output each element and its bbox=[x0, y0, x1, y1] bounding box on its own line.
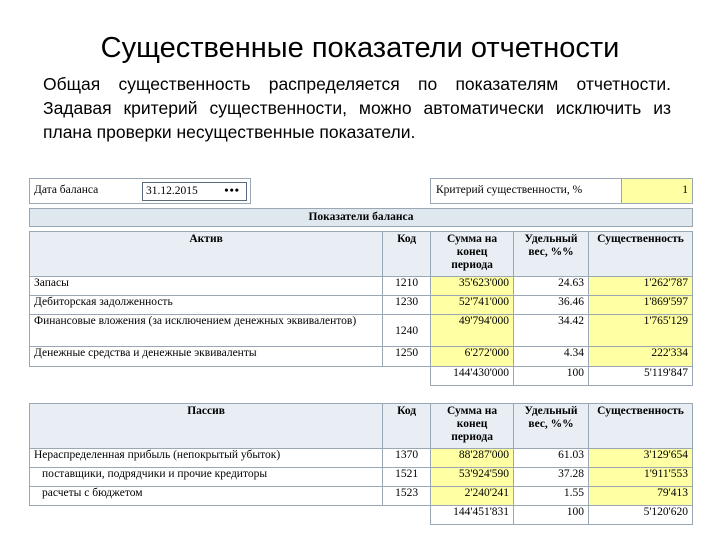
assets-table bbox=[29, 231, 693, 386]
row-amount[interactable]: 6'272'000 bbox=[431, 347, 514, 367]
row-amount[interactable]: 2'240'241 bbox=[431, 487, 514, 506]
col-amount: Сумма на конец периода bbox=[431, 404, 514, 449]
row-weight: 24.63 bbox=[514, 277, 589, 296]
criterion-input[interactable] bbox=[621, 179, 692, 203]
table-row bbox=[30, 487, 693, 506]
total-weight: 100 bbox=[514, 367, 589, 386]
col-liability: Пассив bbox=[30, 404, 383, 449]
row-code: 1521 bbox=[383, 468, 431, 487]
liabilities-table bbox=[29, 403, 693, 525]
balance-date-value: 31.12.2015 bbox=[146, 185, 198, 197]
row-amount[interactable]: 35'623'000 bbox=[431, 277, 514, 296]
total-row bbox=[30, 367, 693, 386]
row-name: поставщики, подрядчики и прочие кредиторы bbox=[30, 468, 383, 487]
row-name: Нераспределенная прибыль (непокрытый убыток) bbox=[30, 449, 383, 468]
date-picker-button[interactable]: ••• bbox=[224, 183, 240, 197]
slide-title: Существенные показатели отчетности bbox=[100, 32, 620, 64]
row-name: расчеты с бюджетом bbox=[30, 487, 383, 506]
table-row bbox=[30, 315, 693, 347]
row-materiality[interactable]: 1'911'553 bbox=[589, 468, 693, 487]
table-row bbox=[30, 449, 693, 468]
total-weight: 100 bbox=[514, 506, 589, 525]
row-weight: 34.42 bbox=[514, 315, 589, 347]
row-code: 1250 bbox=[383, 347, 431, 367]
criterion-label: Критерий существенности, % bbox=[436, 184, 583, 196]
row-amount[interactable]: 53'924'590 bbox=[431, 468, 514, 487]
table-row bbox=[30, 468, 693, 487]
row-materiality[interactable]: 3'129'654 bbox=[589, 449, 693, 468]
table-row bbox=[30, 347, 693, 367]
row-weight: 36.46 bbox=[514, 296, 589, 315]
row-code: 1210 bbox=[383, 277, 431, 296]
row-weight: 61.03 bbox=[514, 449, 589, 468]
row-code: 1370 bbox=[383, 449, 431, 468]
col-code: Код bbox=[383, 404, 431, 449]
row-name: Денежные средства и денежные эквиваленты bbox=[30, 347, 383, 367]
row-name: Запасы bbox=[30, 277, 383, 296]
row-weight: 1.55 bbox=[514, 487, 589, 506]
total-materiality: 5'120'620 bbox=[589, 506, 693, 525]
col-materiality: Существенность bbox=[589, 404, 693, 449]
total-amount: 144'451'831 bbox=[431, 506, 514, 525]
balance-date-input[interactable] bbox=[142, 182, 247, 201]
criterion-value: 1 bbox=[682, 184, 688, 196]
table-row bbox=[30, 277, 693, 296]
row-code: 1240 bbox=[383, 315, 431, 347]
intro-paragraph: Общая существенность распределяется по показателям отчетности. Задавая критерий существенности, можно автоматически исключить из плана проверки несущественные показатели. bbox=[43, 74, 671, 142]
row-code: 1230 bbox=[383, 296, 431, 315]
col-asset: Актив bbox=[30, 232, 383, 277]
col-weight: Удельный вес, %% bbox=[514, 404, 589, 449]
row-materiality[interactable]: 1'869'597 bbox=[588, 296, 692, 315]
total-spacer bbox=[30, 506, 431, 525]
row-weight: 4.34 bbox=[514, 347, 589, 367]
col-code: Код bbox=[383, 232, 431, 277]
balance-section-header: Показатели баланса bbox=[29, 208, 693, 227]
row-materiality[interactable]: 79'413 bbox=[589, 487, 693, 506]
row-materiality[interactable]: 1'262'787 bbox=[588, 277, 692, 296]
total-amount: 144'430'000 bbox=[431, 367, 514, 386]
row-name: Финансовые вложения (за исключением денежных эквивалентов) bbox=[30, 315, 383, 347]
row-materiality[interactable]: 1'765'129 bbox=[588, 315, 692, 347]
row-materiality[interactable]: 222'334 bbox=[588, 347, 692, 367]
row-amount[interactable]: 49'794'000 bbox=[431, 315, 514, 347]
col-amount: Сумма на конец периода bbox=[431, 232, 514, 277]
total-spacer bbox=[30, 367, 431, 386]
date-label: Дата баланса bbox=[34, 184, 99, 196]
row-name: Дебиторская задолженность bbox=[30, 296, 383, 315]
row-code: 1523 bbox=[383, 487, 431, 506]
total-row bbox=[30, 506, 693, 525]
total-materiality: 5'119'847 bbox=[588, 367, 692, 386]
row-weight: 37.28 bbox=[514, 468, 589, 487]
col-materiality: Существенность bbox=[588, 232, 692, 277]
table-row bbox=[30, 296, 693, 315]
row-amount[interactable]: 52'741'000 bbox=[431, 296, 514, 315]
col-weight: Удельный вес, %% bbox=[514, 232, 589, 277]
row-amount[interactable]: 88'287'000 bbox=[431, 449, 514, 468]
